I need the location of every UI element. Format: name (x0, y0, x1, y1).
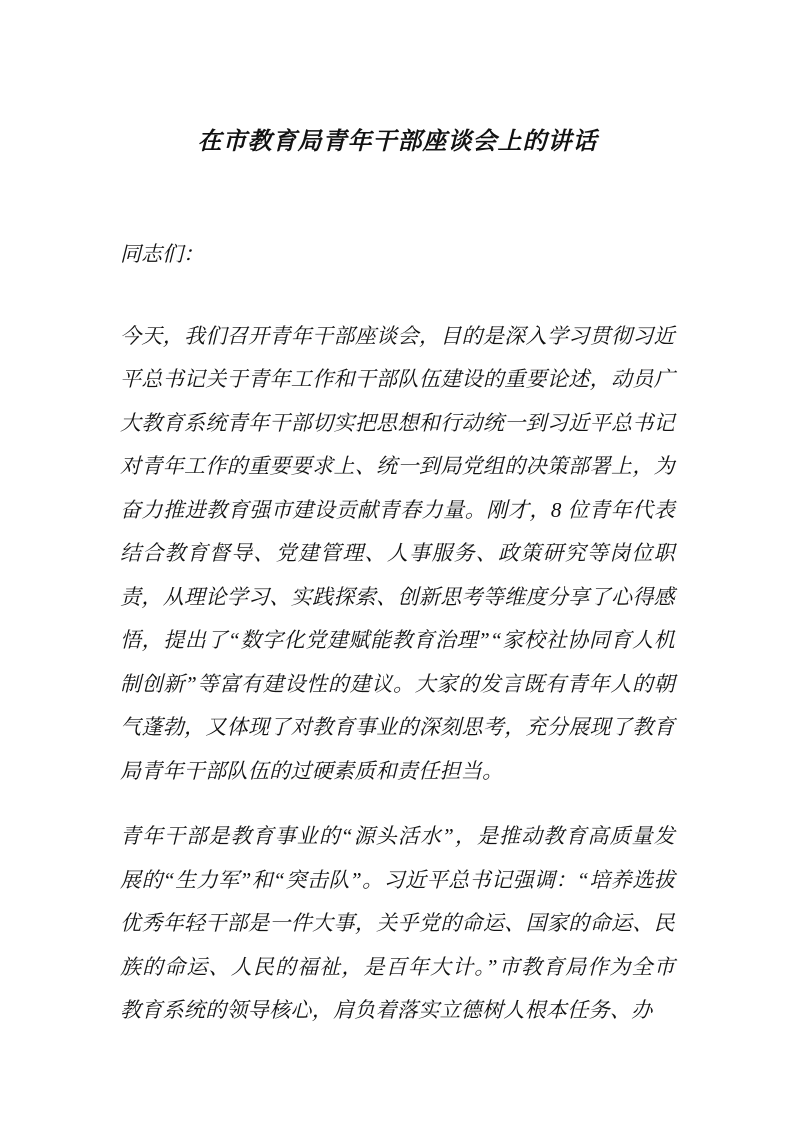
document-title: 在市教育局青年干部座谈会上的讲话 (197, 129, 598, 155)
salutation: 同志们： (120, 242, 204, 266)
paragraph-1: 今天，我们召开青年干部座谈会，目的是深入学习贯彻习近平总书记关于青年工作和干部队伍建设的重要论述，动员广大教育系统青年干部切实把思想和行动统一到习近平总书记对青年工作的重要要求上、统一到局党组的决策部署上，为奋力推进教育强市建设贡献青春力量。刚才，8 位青年代表结合教育督导、党建管理、人事服务、政策研究等岗位职责，从理论学习、实践探索、创新思考等维度分享了心得感悟，提出了“数字化党建赋能教育治理”“家校社协同育人机制创新”等富有建设性的建议。大家的发言既有青年人的朝气蓬勃，又体现了对教育事业的深刻思考，充分展现了教育局青年干部队伍的过硬素质和责任担当。 (120, 323, 675, 783)
paragraph-2: 青年干部是教育事业的“源头活水”，是推动教育高质量发展的“生力军”和“突击队”。习近平总书记强调：“培养选拔优秀年轻干部是一件大事，关乎党的命运、国家的命运、民族的命运、人民的福祉，是百年大计。”市教育局作为全市教育系统的领导核心，肩负着落实立德树人根本任务、办 (120, 824, 675, 1022)
